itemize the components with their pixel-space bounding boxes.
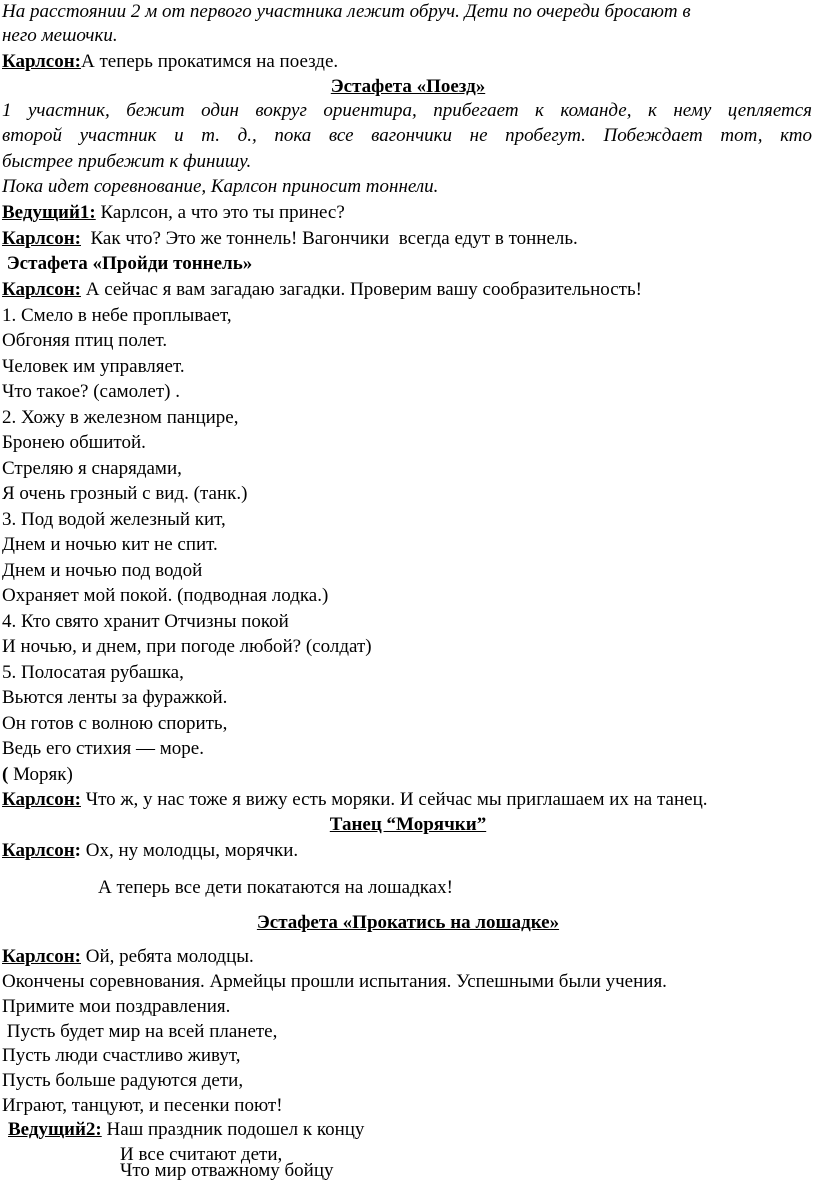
speaker-name: Карлсон: (2, 946, 81, 967)
speaker-name: Карлсон: (2, 789, 81, 810)
answer-text: Моряк) (8, 764, 73, 785)
riddle-line: Днем и ночью кит не спит. (2, 534, 218, 555)
paragraph-line: На расстоянии 2 м от первого участника лежит обруч. Дети по очереди бросают в (2, 1, 691, 22)
speaker-line (2, 227, 578, 251)
poem-line: Что мир отважному бойцу (120, 1160, 334, 1181)
speaker-name: Карлсон: (2, 228, 81, 249)
speaker-text: А теперь прокатимся на поезде. (81, 51, 339, 72)
speaker-text: Что ж, у нас тоже я вижу есть моряки. И сейчас мы приглашаем их на танец. (81, 789, 708, 810)
poem-line: Пусть больше радуются дети, (2, 1070, 244, 1091)
speaker-colon: : (74, 840, 81, 861)
riddle-line: 1. Смело в небе проплывает, (2, 305, 232, 326)
paragraph-line: Примите мои поздравления. (2, 996, 231, 1017)
speaker-line (2, 839, 298, 863)
riddle-line: Охраняет мой покой. (подводная лодка.) (2, 585, 329, 606)
speaker-line (2, 201, 345, 225)
section-heading: Эстафета «Прокатись на лошадке» (256, 912, 560, 933)
speaker-text: Карлсон, а что это ты принес? (95, 202, 345, 223)
speaker-line (2, 945, 254, 969)
answer-paren: ( (2, 764, 9, 785)
riddle-line: Я очень грозный с вид. (танк.) (2, 483, 248, 504)
riddle-answer (2, 763, 73, 787)
poem-line: Пусть будет мир на всей планете, (2, 1021, 278, 1042)
paragraph-line: второй участник и т. д., пока все вагончики не пробегут. Побеждает тот, кто (2, 125, 812, 146)
riddle-line: Что такое? (самолет) . (2, 381, 180, 402)
riddle-line: 3. Под водой железный кит, (2, 509, 226, 530)
riddle-line: Днем и ночью под водой (2, 560, 203, 581)
section-heading: Танец “Морячки” (329, 814, 487, 835)
paragraph-line: 1 участник, бежит один вокруг ориентира, прибегает к команде, к нему цепляется (2, 100, 812, 121)
speaker-line (2, 278, 642, 302)
poem-line: И все считают дети, (120, 1144, 283, 1165)
speaker-line (2, 50, 338, 74)
speaker-name: Карлсон: (2, 279, 81, 300)
riddle-line: 4. Кто свято хранит Отчизны покой (2, 611, 289, 632)
speaker-text: А сейчас я вам загадаю загадки. Проверим вашу сообразительность! (81, 279, 642, 300)
riddle-line: 5. Полосатая рубашка, (2, 662, 184, 683)
speaker-text: Ой, ребята молодцы. (81, 946, 254, 967)
riddle-line: Человек им управляет. (2, 356, 185, 377)
speaker-name: Ведущий1: (2, 202, 96, 223)
speaker-line (8, 1118, 364, 1142)
speaker-text: Ох, ну молодцы, морячки. (81, 840, 299, 861)
riddle-line: Стреляю я снарядами, (2, 458, 182, 479)
speaker-name: Ведущий2: (8, 1119, 102, 1140)
riddle-line: 2. Хожу в железном панцире, (2, 407, 239, 428)
paragraph-line: быстрее прибежит к финишу. (2, 151, 252, 172)
paragraph-line: Окончены соревнования. Армейцы прошли испытания. Успешными были учения. (2, 971, 667, 992)
riddle-line: Вьются ленты за фуражкой. (2, 687, 228, 708)
paragraph-line: А теперь все дети покатаются на лошадках! (98, 877, 453, 898)
riddle-line: Он готов с волною спорить, (2, 713, 228, 734)
speaker-text: Как что? Это же тоннель! Вагончики всегда едут в тоннель. (81, 228, 578, 249)
speaker-text: Наш праздник подошел к концу (101, 1119, 365, 1140)
paragraph-line: него мешочки. (2, 25, 118, 46)
speaker-line (2, 788, 707, 812)
section-heading: Эстафета «Пройди тоннель» (2, 253, 253, 274)
paragraph-line: Пока идет соревнование, Карлсон приносит тоннели. (2, 176, 439, 197)
riddle-line: Бронею обшитой. (2, 432, 146, 453)
poem-line: Играют, танцуют, и песенки поют! (2, 1095, 283, 1116)
speaker-name: Карлсон (2, 840, 75, 861)
speaker-name: Карлсон: (2, 51, 81, 72)
riddle-line: Ведь его стихия — море. (2, 738, 204, 759)
section-heading: Эстафета «Поезд» (330, 76, 486, 97)
riddle-line: Обгоняя птиц полет. (2, 330, 168, 351)
poem-line: Пусть люди счастливо живут, (2, 1045, 241, 1066)
riddle-line: И ночью, и днем, при погоде любой? (солдат) (2, 636, 372, 657)
